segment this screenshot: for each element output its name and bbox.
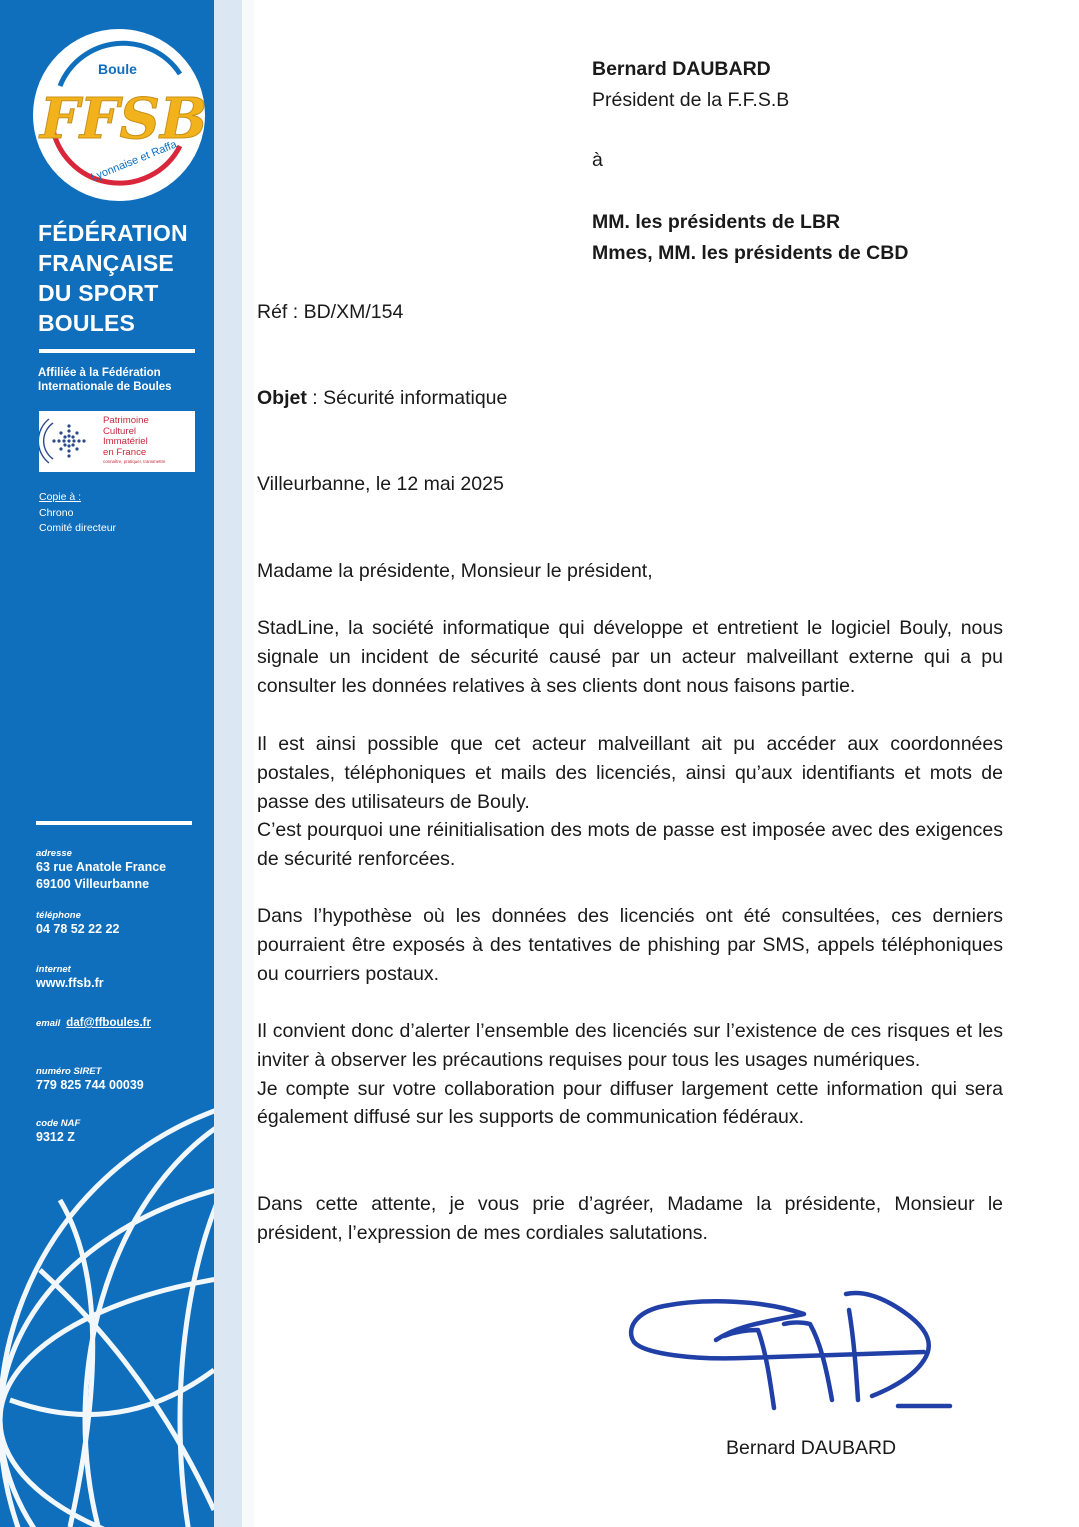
affiliation-line: Internationale de Boules [38, 381, 172, 393]
address-line: 69100 Villeurbanne [36, 877, 150, 891]
pci-dots-icon [39, 411, 99, 472]
signature-name: Bernard DAUBARD [726, 1437, 897, 1459]
object-text: : Sécurité informatique [306, 387, 508, 409]
naf-block [36, 1118, 80, 1146]
paragraph-text: Dans l’hypothèse où les données des licenciés ont été consultées, ces derniers pourraient être exposés à des tentatives de phishing par SMS, appels téléphoniques ou courriers postaux. [257, 905, 1003, 985]
handwritten-signature [624, 1280, 954, 1420]
divider [39, 349, 195, 353]
paragraph-text: Je compte sur votre collaboration pour diffuser largement cette information qui sera également diffusé sur les supports de communication fédéraux. [257, 1077, 1003, 1129]
copies-label: Copie à : [39, 491, 82, 503]
sidebar-edge-band [242, 0, 254, 1527]
internet-block [36, 964, 104, 992]
affiliation [38, 366, 172, 394]
recipients-block [592, 207, 908, 268]
logo-letters: FFSB [40, 86, 208, 152]
federation-line: BOULES [38, 310, 136, 336]
paragraph [257, 1017, 1003, 1132]
paragraph [257, 614, 1003, 700]
logo-top-text: Boule [98, 61, 137, 77]
recipient-line: Mmes, MM. les présidents de CBD [592, 241, 909, 264]
logo-ring-text: Lyonnaise et Raffa [89, 138, 179, 184]
email-label: email [36, 1018, 61, 1029]
sender-block [592, 54, 789, 115]
paragraph-text: StadLine, la société informatique qui développe et entretient le logiciel Bouly, nous signale un incident de sécurité causé par un acteur malveillant externe qui a pu consulter les données relatives à ses clients dont nous faisons partie. [257, 617, 1003, 697]
federation-line: FRANÇAISE [38, 250, 174, 276]
sidebar-accent-band [214, 0, 242, 1527]
divider [36, 821, 192, 825]
paragraph-text: Il est ainsi possible que cet acteur malveillant ait pu accéder aux coordonnées postales, téléphoniques et mails des licenciés, ainsi qu’aux identifiants et mots de passe des utilisateurs de Bouly. [257, 733, 1003, 813]
pci-line: Culturel [103, 425, 137, 437]
pci-badge [39, 411, 195, 472]
federation-line: FÉDÉRATION [38, 220, 188, 246]
paragraph-text: Il convient donc d’alerter l’ensemble des licenciés sur l’existence de ces risques et les inviter à observer les précautions requises pour tous les usages numériques. [257, 1020, 1003, 1071]
website-link[interactable]: www.ffsb.fr [36, 976, 104, 990]
address-label: adresse [36, 848, 72, 859]
pci-line: Immatériel [103, 436, 148, 447]
phone-number: 04 78 52 22 22 [36, 922, 120, 936]
siret-number: 779 825 744 00039 [36, 1078, 144, 1092]
pci-line: Patrimoine [103, 415, 149, 426]
siret-block [36, 1066, 144, 1094]
place-date: Villeurbanne, le 12 mai 2025 [257, 473, 504, 495]
internet-label: internet [36, 964, 71, 975]
object-label: Objet [257, 387, 307, 409]
phone-block [36, 910, 119, 938]
federation-name [38, 218, 188, 338]
copy-recipient: Comité directeur [39, 522, 117, 534]
paragraph-text: C’est pourquoi une réinitialisation des mots de passe est imposée avec des exigences de sécurité renforcées. [257, 819, 1003, 871]
sender-title: Président de la F.F.S.B [592, 88, 790, 111]
email-block [36, 1013, 151, 1031]
phone-label: téléphone [36, 910, 81, 921]
siret-label: numéro SIRET [36, 1066, 102, 1077]
ffsb-logo [30, 26, 208, 204]
sender-name: Bernard DAUBARD [592, 58, 771, 80]
closing-text: Dans cette attente, je vous prie d’agréer, Madame la présidente, Monsieur le président, l’expression de mes cordiales salutations. [257, 1193, 1003, 1244]
paragraph [257, 902, 1003, 988]
recipient-line: MM. les présidents de LBR [592, 211, 841, 233]
affiliation-line: Affiliée à la Fédération [38, 367, 161, 379]
globe-graphic [0, 1040, 214, 1527]
object-line [257, 384, 1003, 413]
paragraph [257, 1190, 1003, 1248]
naf-label: code NAF [36, 1118, 81, 1129]
salutation: Madame la présidente, Monsieur le président, [257, 560, 653, 582]
address-block [36, 848, 166, 893]
naf-code: 9312 Z [36, 1130, 75, 1144]
federation-line: DU SPORT [38, 280, 159, 306]
email-link[interactable]: daf@ffboules.fr [66, 1017, 151, 1029]
address-line: 63 rue Anatole France [36, 860, 167, 874]
reference: Réf : BD/XM/154 [257, 301, 404, 323]
paragraph [257, 730, 1003, 874]
sidebar [0, 0, 214, 1527]
copies [39, 490, 116, 537]
pci-tagline: connaître, pratiquer, transmettre [103, 459, 166, 464]
pci-text [103, 416, 149, 458]
to-word: à [592, 149, 603, 171]
copy-recipient: Chrono [39, 506, 74, 519]
pci-line: en France [103, 446, 147, 458]
